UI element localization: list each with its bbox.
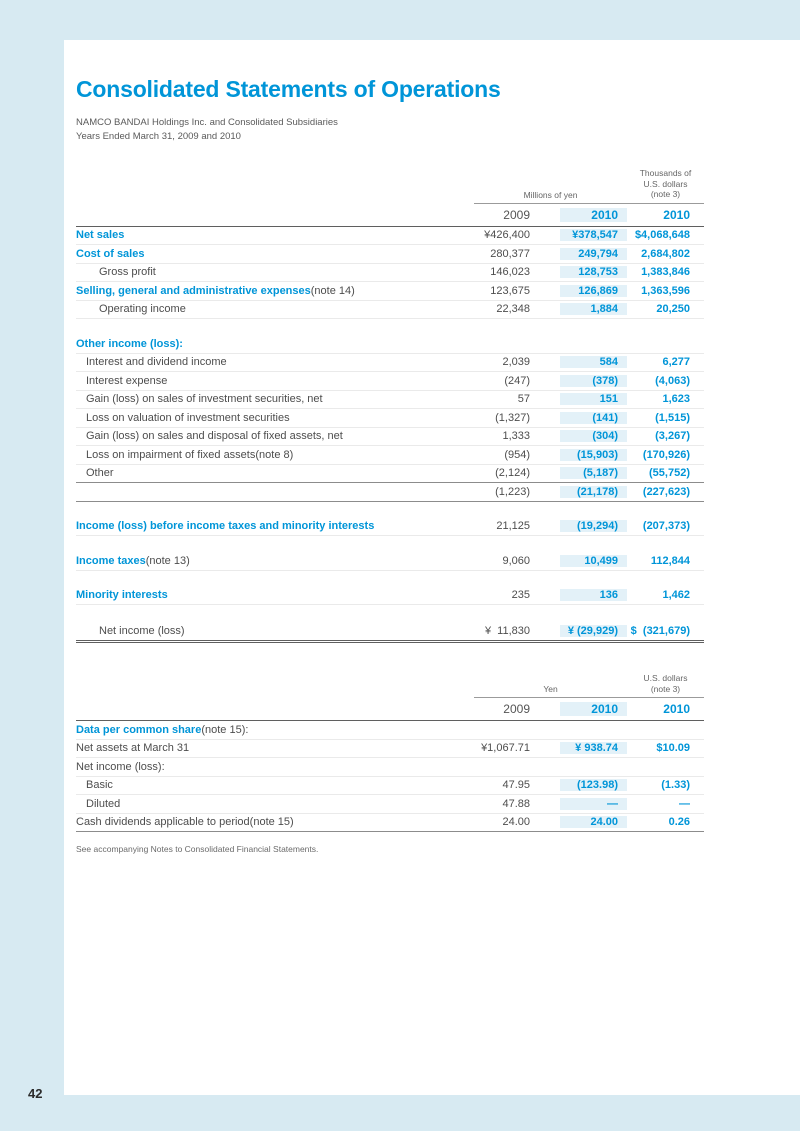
row-label-text: Gain (loss) on sales and disposal of fixed assets, net [86, 430, 343, 443]
value-c1-2009: 47.95 [502, 779, 530, 792]
value-c2-2010: 1,884 [560, 303, 627, 315]
accompanying-notes-footnote: See accompanying Notes to Consolidated Financial Statements. [76, 844, 319, 854]
table-row [76, 621, 704, 643]
years-header-row [76, 698, 704, 721]
year-column-2010-usd: 2010 [663, 207, 690, 222]
value-c3-2010: (1.33) [661, 779, 690, 792]
row-label-text: Basic [86, 779, 113, 792]
row-label-text: Net income (loss) [99, 624, 185, 637]
value-c1-2009: 21,125 [496, 520, 530, 533]
row-label-note: (note 8) [255, 448, 294, 461]
value-c2-2010: — [560, 798, 627, 810]
table-row [76, 740, 704, 759]
row-label [76, 266, 474, 278]
value-c3-2010: (170,926) [642, 448, 690, 461]
row-label [76, 816, 474, 828]
value-c3-2010: 1,623 [662, 393, 690, 406]
table-row [76, 282, 704, 301]
row-label [76, 248, 474, 260]
unit-usd-label [627, 168, 704, 204]
row-label-text: Interest expense [86, 374, 168, 387]
value-c1-2009: ¥1,067.71 [481, 742, 530, 755]
value-c1-2009: 280,377 [490, 247, 530, 260]
value-c1-2009: 2,039 [502, 356, 530, 369]
row-label-note: (note 14) [310, 284, 355, 297]
value-c3-2010: 1,383,846 [641, 266, 690, 279]
per-share-table [76, 673, 704, 832]
table-row [76, 301, 704, 320]
row-label-note: (note 15): [201, 723, 249, 736]
row-label-text: Selling, general and administrative expenses [76, 284, 311, 297]
row-label [76, 430, 474, 442]
table-row [76, 354, 704, 373]
spacer-row [76, 502, 704, 518]
unit-usd-line-3: (note 3) [650, 189, 681, 199]
value-c3-2010: (4,063) [655, 374, 690, 387]
subtitle-company: NAMCO BANDAI Holdings Inc. and Consolidated Subsidiaries [76, 117, 338, 128]
row-label-text: Income taxes [76, 554, 146, 567]
unit-header-row [76, 673, 704, 698]
unit-usd-label [627, 673, 704, 698]
row-label-text: Data per common share [76, 723, 202, 736]
value-c2-2010: 249,794 [560, 248, 627, 260]
value-c2-2010: 128,753 [560, 266, 627, 278]
row-label-text: Gross profit [99, 266, 156, 279]
value-c1-2009: 47.88 [502, 797, 530, 810]
value-c1-2009: 9,060 [502, 554, 530, 567]
year-column-2010-yen: 2010 [560, 702, 627, 716]
year-column-2009: 2009 [503, 702, 530, 716]
year-column-2010-usd: 2010 [663, 702, 690, 716]
row-label [76, 724, 474, 736]
row-label [76, 467, 474, 479]
row-label-note: (note 13) [145, 554, 190, 567]
row-label [76, 449, 474, 461]
value-c2-2010: (15,903) [560, 449, 627, 461]
page-title: Consolidated Statements of Operations [76, 76, 501, 102]
value-c2-2010: 136 [560, 589, 627, 601]
row-label-text: Net sales [76, 229, 125, 242]
value-c3-2010: 6,277 [662, 356, 690, 369]
value-c3-2010: 20,250 [656, 303, 690, 316]
row-label [76, 520, 474, 532]
table-row [76, 587, 704, 606]
unit-usd-line-1: U.S. dollars [643, 673, 688, 683]
value-c1-2009: 24.00 [502, 816, 530, 829]
value-c3-2010: (227,623) [642, 485, 690, 498]
value-c1-2009: (2,124) [495, 467, 530, 480]
value-c1-2009: (247) [504, 374, 530, 387]
year-column-2010-yen: 2010 [560, 208, 627, 222]
row-label [76, 285, 474, 297]
value-c2-2010: 151 [560, 393, 627, 405]
value-c3-2010: $ (321,679) [630, 624, 690, 637]
value-c2-2010: 10,499 [560, 555, 627, 567]
table-row [76, 552, 704, 571]
row-label-text: Loss on impairment of fixed assets [86, 448, 256, 461]
value-c1-2009: (954) [504, 448, 530, 461]
value-c3-2010: 112,844 [650, 554, 690, 567]
table-row [76, 483, 704, 502]
value-c2-2010: (21,178) [560, 486, 627, 498]
table-row [76, 372, 704, 391]
value-c2-2010: (5,187) [560, 467, 627, 479]
table-row [76, 518, 704, 537]
table-row [76, 264, 704, 283]
row-label-text: Operating income [99, 303, 186, 316]
table-row [76, 391, 704, 410]
value-c2-2010: 24.00 [560, 816, 627, 828]
row-label-text: Cost of sales [76, 247, 145, 260]
page-content [64, 40, 800, 854]
row-label-text: Cash dividends applicable to period [76, 816, 250, 829]
value-c1-2009: ¥ 11,830 [484, 624, 530, 637]
value-c2-2010: (304) [560, 430, 627, 442]
value-c2-2010: 584 [560, 356, 627, 368]
row-label-text: Net income (loss): [76, 760, 165, 773]
row-label-text: Loss on valuation of investment securities [86, 411, 290, 424]
row-label [76, 356, 474, 368]
value-c1-2009: 123,675 [490, 284, 530, 297]
table-row [76, 335, 704, 354]
table-row [76, 428, 704, 447]
value-c1-2009: 235 [511, 589, 530, 602]
row-label [76, 798, 474, 810]
value-c3-2010: 2,684,802 [641, 247, 690, 260]
row-label [76, 412, 474, 424]
row-label [76, 555, 474, 567]
unit-header-row [76, 168, 704, 204]
value-c2-2010: ¥378,547 [560, 229, 627, 241]
row-label-text: Other [86, 467, 114, 480]
value-c2-2010: (378) [560, 375, 627, 387]
value-c2-2010: ¥ 938.74 [560, 742, 627, 754]
row-label [76, 303, 474, 315]
operations-table-body [76, 227, 704, 644]
value-c1-2009: (1,223) [495, 485, 530, 498]
unit-usd-line-2: (note 3) [650, 683, 681, 694]
value-c2-2010: ¥ (29,929) [560, 625, 627, 637]
row-label [76, 742, 474, 754]
value-c3-2010: $10.09 [656, 742, 690, 755]
per-share-table-body [76, 721, 704, 832]
value-c3-2010: (3,267) [655, 430, 690, 443]
value-c2-2010: 126,869 [560, 285, 627, 297]
row-label [76, 761, 474, 773]
unit-yen-label: Millions of yen [474, 190, 627, 204]
row-label-text: Net assets at March 31 [76, 742, 190, 755]
value-c1-2009: (1,327) [495, 411, 530, 424]
years-header-row [76, 204, 704, 227]
table-row [76, 245, 704, 264]
row-label-text: Minority interests [76, 589, 168, 602]
value-c2-2010: (19,294) [560, 520, 627, 532]
value-c1-2009: 22,348 [496, 303, 530, 316]
table-row [76, 227, 704, 246]
value-c3-2010: (1,515) [655, 411, 690, 424]
table-row [76, 446, 704, 465]
spacer-row [76, 319, 704, 335]
value-c1-2009: 1,333 [502, 430, 530, 443]
spacer-row [76, 605, 704, 621]
value-c1-2009: ¥426,400 [484, 229, 530, 242]
row-label [76, 589, 474, 601]
table-row [76, 465, 704, 484]
year-column-2009: 2009 [503, 207, 530, 222]
value-c2-2010: (123.98) [560, 779, 627, 791]
table-row [76, 409, 704, 428]
row-label [76, 375, 474, 387]
value-c2-2010: (141) [560, 412, 627, 424]
row-label-text: Interest and dividend income [86, 356, 227, 369]
value-c1-2009: 146,023 [490, 266, 530, 279]
table-row [76, 721, 704, 740]
value-c3-2010: $4,068,648 [634, 229, 690, 242]
value-c3-2010: — [679, 797, 690, 810]
page-number: 42 [28, 1086, 43, 1101]
spacer-row [76, 536, 704, 552]
row-label-note: (note 15) [249, 816, 294, 829]
row-label-text: Diluted [86, 797, 121, 810]
page-sheet [64, 40, 800, 1095]
table-row [76, 758, 704, 777]
table-row [76, 814, 704, 833]
value-c3-2010: 0.26 [668, 816, 690, 829]
row-label-text: Other income (loss): [76, 337, 183, 350]
table-row [76, 777, 704, 796]
value-c3-2010: (207,373) [642, 520, 690, 533]
page-subtitles [76, 116, 800, 144]
value-c1-2009: 57 [517, 393, 530, 406]
row-label [76, 338, 474, 350]
unit-yen-label: Yen [474, 684, 627, 698]
value-c3-2010: 1,462 [662, 589, 690, 602]
subtitle-period: Years Ended March 31, 2009 and 2010 [76, 131, 241, 142]
unit-usd-line-2: U.S. dollars [643, 178, 688, 189]
row-label [76, 393, 474, 405]
row-label [76, 229, 474, 241]
unit-usd-line-1: Thousands of [639, 168, 692, 178]
row-label-text: Gain (loss) on sales of investment securities, net [86, 393, 323, 406]
value-c3-2010: 1,363,596 [641, 284, 690, 297]
row-label [76, 779, 474, 791]
row-label [76, 625, 474, 637]
value-c3-2010: (55,752) [649, 467, 690, 480]
table-row [76, 795, 704, 814]
row-label-text: Income (loss) before income taxes and minority interests [76, 520, 375, 533]
spacer-row [76, 571, 704, 587]
operations-table [76, 168, 704, 643]
